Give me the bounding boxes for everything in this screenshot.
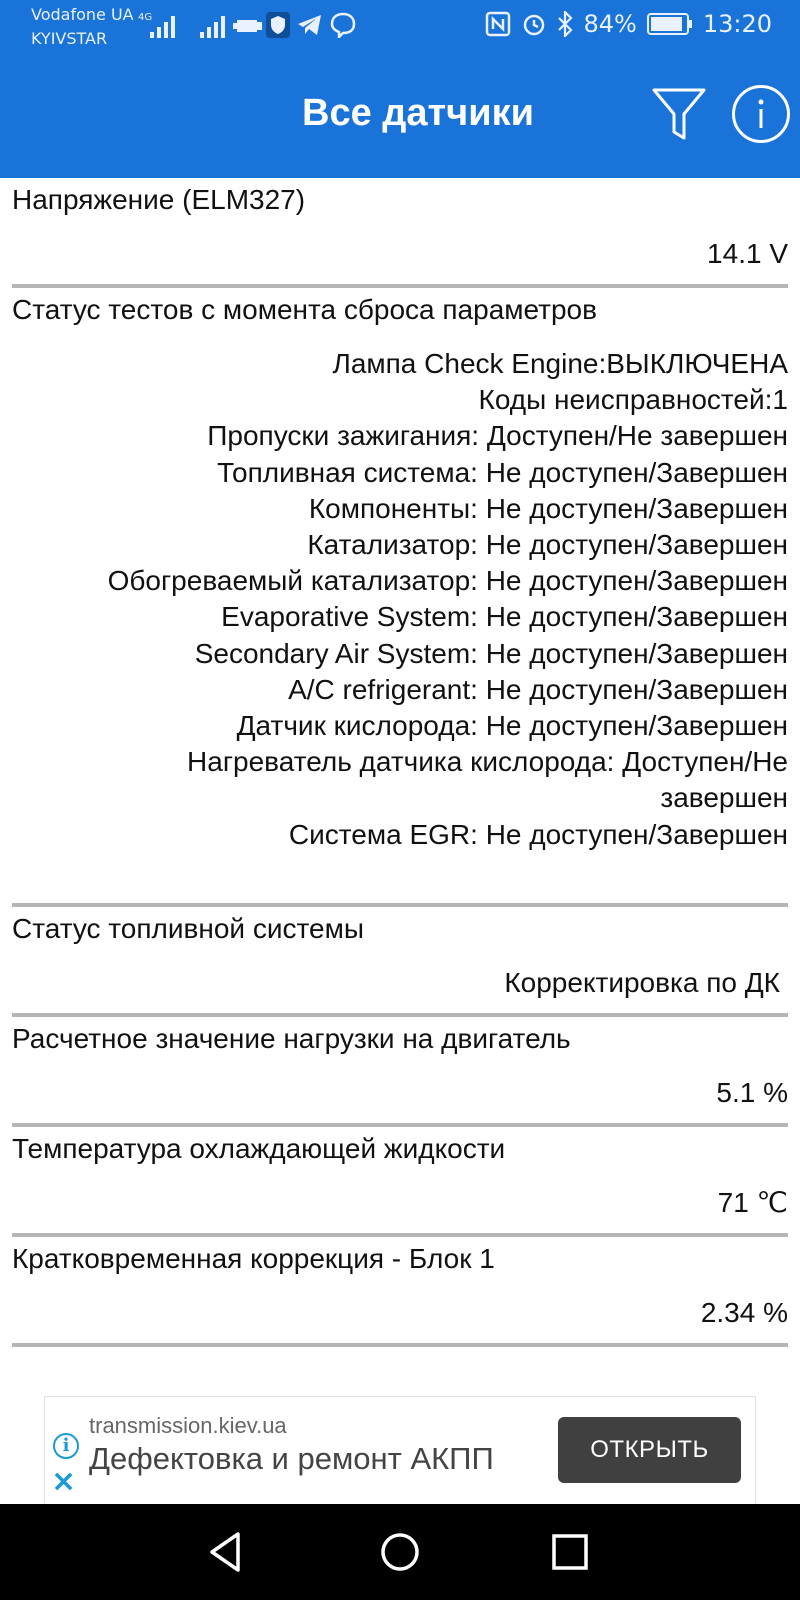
bluetooth-icon [557,11,573,37]
status-line: A/C refrigerant: Не доступен/Завершен [288,673,788,705]
recents-icon[interactable] [546,1528,594,1576]
carrier-name-2: KYIVSTAR [31,29,108,48]
sensor-item[interactable] [0,1127,800,1221]
battery-icon [647,12,693,36]
status-line: Катализатор: Не доступен/Завершен [307,529,788,561]
status-right [485,10,772,38]
sensor-name: Статус топливной системы [12,912,364,944]
sensor-item[interactable] [0,1017,800,1111]
sensor-item[interactable] [0,907,800,1001]
sensor-value: 14.1 V [707,238,788,269]
sensor-name: Температура охлаждающей жидкости [12,1132,506,1164]
sensor-name: Кратковременная коррекция - Блок 1 [12,1242,495,1274]
status-line: Лампа Check Engine:ВЫКЛЮЧЕНА [332,348,788,379]
sensor-name: Статус тестов с момента сброса параметров [12,294,598,325]
sensor-item[interactable] [0,1237,800,1331]
shield-icon [266,12,290,38]
ad-domain: transmission.kiev.ua [89,1413,287,1438]
battery-percent: 84% [583,10,637,38]
status-line: Компоненты: Не доступен/Завершен [308,492,788,524]
ad-text: Дефектовка и ремонт АКПП [89,1441,494,1476]
back-icon[interactable] [204,1528,252,1576]
viber-icon [330,12,356,38]
ad-open-button[interactable]: ОТКРЫТЬ [558,1417,741,1483]
app-bar [0,56,800,178]
status-line: Обогреваемый катализатор: Не доступен/Завершен [107,565,788,597]
signal-icon [150,12,180,38]
ad-info-icon[interactable]: i [53,1433,79,1459]
status-lines [12,346,788,853]
sensor-value: 71 ℃ [717,1186,788,1218]
engine-icon [233,14,263,36]
filter-icon [651,86,707,144]
sensor-value: Корректировка по ДК [504,966,780,998]
alarm-icon [521,11,547,37]
page-title: Все датчики [302,92,534,134]
sensor-list[interactable] [0,178,800,1396]
sensor-item[interactable] [0,178,800,272]
signal-icon-2 [200,12,230,38]
status-line: Топливная система: Не доступен/Завершен [217,456,788,488]
status-line: Secondary Air System: Не доступен/Завершен [194,637,788,669]
sensor-value: 2.34 % [700,1296,788,1328]
network-type: 4G [138,12,153,23]
navigation-bar [0,1504,800,1600]
filter-button[interactable] [651,86,707,144]
status-bar [0,0,800,56]
nfc-icon [485,11,511,37]
ad-banner[interactable] [44,1396,756,1504]
info-button[interactable] [732,85,790,143]
status-line: Система EGR: Не доступен/Завершен [288,818,788,850]
sensor-value: 5.1 % [716,1076,788,1108]
telegram-icon [297,14,323,36]
sensor-name: Расчетное значение нагрузки на двигатель [12,1022,571,1054]
clock: 13:20 [702,10,772,38]
sensor-name: Напряжение (ELM327) [12,184,306,215]
carrier-name-1: Vodafone UA [31,5,134,24]
close-icon[interactable]: × [51,1464,77,1499]
status-line: Нагреватель датчика кислорода: Доступен/Не завершен [187,746,788,814]
status-line: Evaporative System: Не доступен/Завершен [221,601,788,633]
home-icon[interactable] [376,1528,424,1576]
status-line: Пропуски зажигания: Доступен/Не завершен [207,420,788,452]
status-line: Коды неисправностей:1 [478,384,788,416]
divider [12,1343,788,1347]
sensor-item[interactable] [0,288,800,853]
info-icon [735,88,787,140]
status-line: Датчик кислорода: Не доступен/Завершен [236,710,788,742]
